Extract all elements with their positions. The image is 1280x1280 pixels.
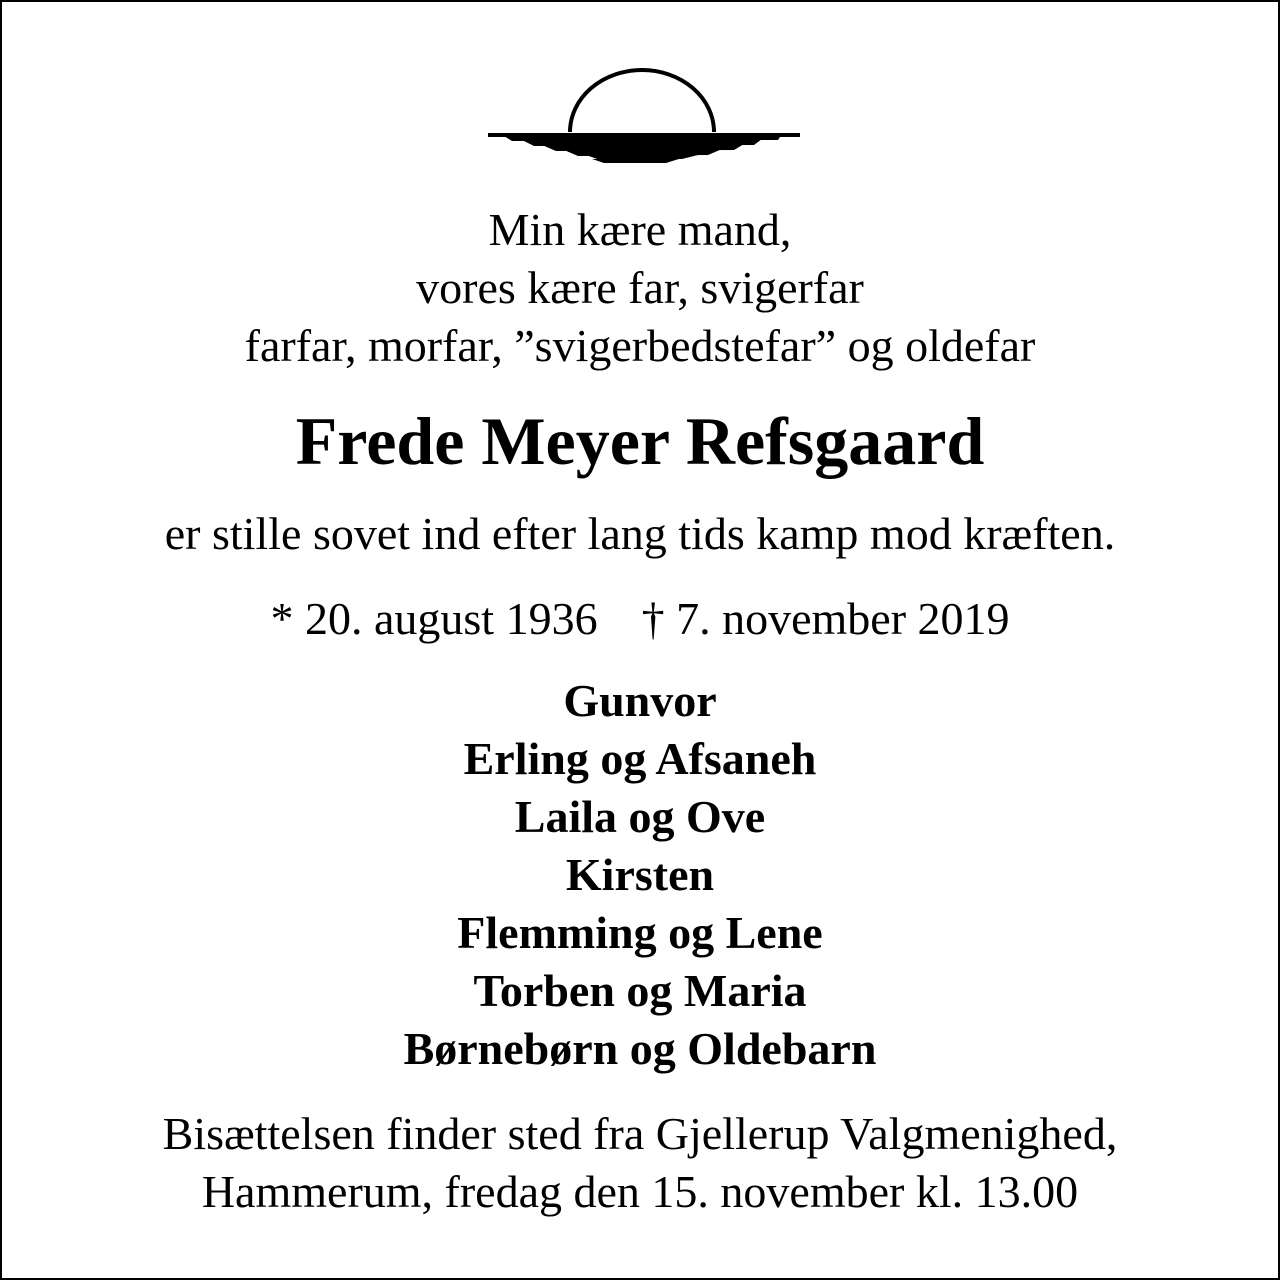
death-statement: er stille sovet ind efter lang tids kamp mod kræften.	[164, 508, 1116, 559]
mourner-name: Torben og Maria	[473, 965, 807, 1016]
funeral-info: Hammerum, fredag den 15. november kl. 13.00	[201, 1166, 1079, 1217]
birth-date: 20. august 1936	[304, 593, 598, 644]
deceased-name: Frede Meyer Refsgaard	[295, 403, 985, 479]
mourner-name: Flemming og Lene	[457, 907, 823, 958]
mourner-name: Gunvor	[563, 675, 717, 726]
life-dates	[2, 593, 1278, 644]
mourner-name: Erling og Afsaneh	[463, 733, 817, 784]
intro-line: Min kære mand,	[488, 204, 792, 255]
intro-line: farfar, morfar, ”svigerbedstefar” og oldefar	[244, 320, 1036, 371]
mourner-name: Børnebørn og Oldebarn	[403, 1023, 877, 1074]
funeral-info: Bisættelsen finder sted fra Gjellerup Valgmenighed,	[162, 1108, 1118, 1159]
mourner-name: Kirsten	[565, 849, 715, 900]
birth-symbol: *	[270, 593, 294, 644]
setting-sun-icon	[482, 62, 802, 172]
death-symbol: †	[641, 593, 665, 644]
death-date: 7. november 2019	[676, 593, 1010, 644]
intro-line: vores kære far, svigerfar	[416, 262, 864, 313]
mourner-name: Laila og Ove	[514, 791, 766, 842]
